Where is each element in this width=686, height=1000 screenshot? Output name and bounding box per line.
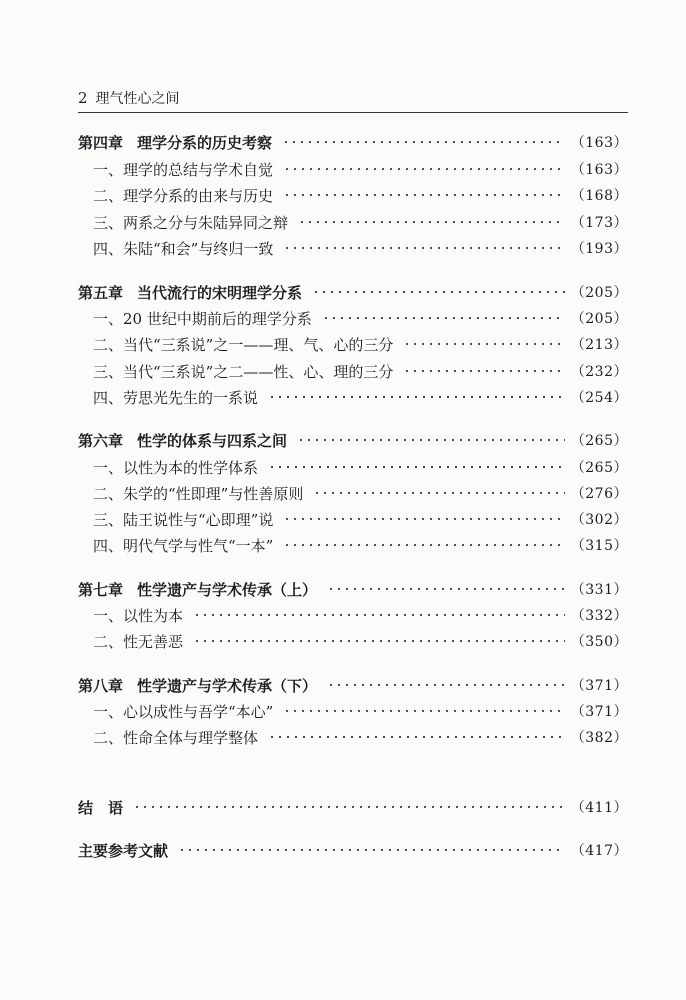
entry-title: 二、朱学的“性即理”与性善原则 xyxy=(93,484,304,503)
dot-leader xyxy=(133,804,565,810)
page-ref: （205） xyxy=(570,311,628,327)
toc-chapter-5[interactable] xyxy=(78,280,628,304)
entry-title: 三、陆王说性与“心即理”说 xyxy=(93,510,274,529)
toc-entry[interactable] xyxy=(78,507,628,531)
page-ref: （417） xyxy=(570,843,628,859)
dot-leader xyxy=(193,638,565,644)
entry-title: 二、性无善恶 xyxy=(93,632,184,651)
dot-leader xyxy=(322,315,565,321)
dot-leader xyxy=(268,464,565,470)
dot-leader xyxy=(312,289,565,295)
dot-leader xyxy=(403,341,564,347)
entry-title: 一、20 世纪中期前后的理学分系 xyxy=(93,309,312,328)
running-header xyxy=(78,88,628,113)
chapter-title: 当代流行的宋明理学分系 xyxy=(137,283,303,302)
chapter-title: 主要参考文献 xyxy=(78,841,169,860)
page-ref: （193） xyxy=(570,241,628,257)
dot-leader xyxy=(178,847,565,853)
toc-entry[interactable] xyxy=(78,157,628,181)
toc-entry[interactable] xyxy=(78,481,628,505)
toc-entry[interactable] xyxy=(78,183,628,207)
page-number: 2 xyxy=(78,89,88,107)
toc-entry[interactable] xyxy=(78,385,628,409)
entry-title: 一、心以成性与吾学“本心” xyxy=(93,702,274,721)
page-ref: （350） xyxy=(570,634,628,650)
chapter-number: 第六章 xyxy=(78,431,124,450)
chapter-number: 第七章 xyxy=(78,580,124,599)
page-ref: （332） xyxy=(570,608,628,624)
chapter-title: 结 语 xyxy=(78,798,124,817)
chapter-title: 性学遗产与学术传承（上） xyxy=(137,580,318,599)
toc-entry[interactable] xyxy=(78,332,628,356)
dot-leader xyxy=(283,542,564,548)
chapter-number: 第四章 xyxy=(78,133,124,152)
toc-references[interactable] xyxy=(78,838,628,862)
page-ref: （173） xyxy=(570,215,628,231)
entry-title: 二、理学分系的由来与历史 xyxy=(93,186,274,205)
toc-entry[interactable] xyxy=(78,629,628,653)
toc-chapter-8[interactable] xyxy=(78,673,628,697)
toc-chapter-4[interactable] xyxy=(78,130,628,154)
toc-entry[interactable] xyxy=(78,306,628,330)
page-ref: （163） xyxy=(570,135,628,151)
dot-leader xyxy=(327,682,565,688)
book-title: 理气性心之间 xyxy=(95,91,180,107)
page-ref: （371） xyxy=(570,704,628,720)
page-ref: （411） xyxy=(570,800,628,816)
page-ref: （276） xyxy=(570,486,628,502)
dot-leader xyxy=(268,394,565,400)
page-ref: （205） xyxy=(570,285,628,301)
toc-entry[interactable] xyxy=(78,236,628,260)
chapter-number: 第五章 xyxy=(78,283,124,302)
chapter-title: 理学分系的历史考察 xyxy=(137,133,273,152)
dot-leader xyxy=(268,734,565,740)
dot-leader xyxy=(298,219,565,225)
entry-title: 一、以性为本的性学体系 xyxy=(93,458,259,477)
page-ref: （302） xyxy=(570,512,628,528)
dot-leader xyxy=(283,166,565,172)
page-ref: （265） xyxy=(570,460,628,476)
toc-entry[interactable] xyxy=(78,603,628,627)
page-ref: （331） xyxy=(570,582,628,598)
page-ref: （163） xyxy=(570,162,628,178)
dot-leader xyxy=(313,490,564,496)
toc-entry[interactable] xyxy=(78,455,628,479)
page-ref: （382） xyxy=(570,730,628,746)
dot-leader xyxy=(403,368,564,374)
page-ref: （315） xyxy=(570,538,628,554)
page-ref: （168） xyxy=(570,188,628,204)
toc-entry[interactable] xyxy=(78,533,628,557)
entry-title: 三、两系之分与朱陆异同之辩 xyxy=(93,213,289,232)
entry-title: 三、当代“三系说”之二——性、心、理的三分 xyxy=(93,362,394,381)
entry-title: 四、朱陆“和会”与终归一致 xyxy=(93,239,274,258)
chapter-title: 性学的体系与四系之间 xyxy=(137,431,288,450)
toc-conclusion[interactable] xyxy=(78,795,628,819)
page-ref: （232） xyxy=(570,364,628,380)
page-ref: （371） xyxy=(570,678,628,694)
page-ref: （254） xyxy=(570,390,628,406)
toc-entry[interactable] xyxy=(78,359,628,383)
page-ref: （213） xyxy=(570,337,628,353)
entry-title: 一、以性为本 xyxy=(93,606,184,625)
dot-leader xyxy=(283,245,564,251)
dot-leader xyxy=(327,586,565,592)
toc-chapter-7[interactable] xyxy=(78,577,628,601)
page-ref: （265） xyxy=(570,433,628,449)
dot-leader xyxy=(283,516,564,522)
entry-title: 二、性命全体与理学整体 xyxy=(93,728,259,747)
entry-title: 四、明代气学与性气“一本” xyxy=(93,536,274,555)
chapter-title: 性学遗产与学术传承（下） xyxy=(137,676,318,695)
chapter-number: 第八章 xyxy=(78,676,124,695)
dot-leader xyxy=(283,708,564,714)
toc-entry[interactable] xyxy=(78,699,628,723)
dot-leader xyxy=(283,192,565,198)
toc-entry[interactable] xyxy=(78,725,628,749)
entry-title: 一、理学的总结与学术自觉 xyxy=(93,160,274,179)
toc-chapter-6[interactable] xyxy=(78,428,628,452)
dot-leader xyxy=(193,612,565,618)
entry-title: 二、当代“三系说”之一——理、气、心的三分 xyxy=(93,335,394,354)
entry-title: 四、劳思光先生的一系说 xyxy=(93,388,259,407)
toc-entry[interactable] xyxy=(78,210,628,234)
dot-leader xyxy=(297,437,565,443)
dot-leader xyxy=(282,139,565,145)
